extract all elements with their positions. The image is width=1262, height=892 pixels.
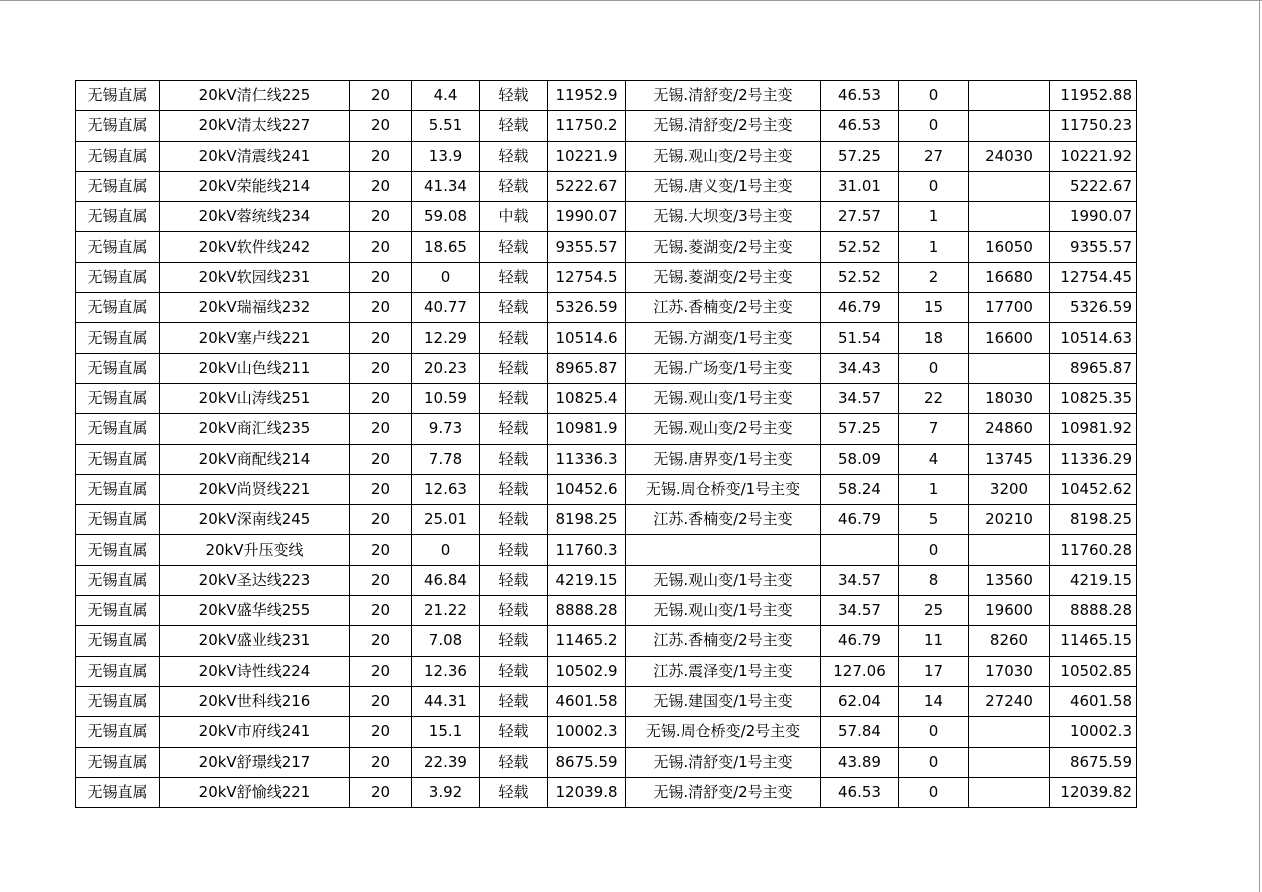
cell-load-rate: 4.4 xyxy=(412,81,480,111)
cell-load-status: 轻载 xyxy=(480,81,548,111)
cell-total-capacity: 8198.25 xyxy=(1050,505,1137,535)
table-row xyxy=(76,262,1137,292)
cell-region: 无锡直属 xyxy=(76,111,160,141)
cell-load-status: 轻载 xyxy=(480,141,548,171)
cell-transformer-load: 57.25 xyxy=(821,141,899,171)
cell-available-capacity: 10825.4 xyxy=(548,383,626,413)
cell-transformer-load: 51.54 xyxy=(821,323,899,353)
table-row xyxy=(76,323,1137,353)
cell-total-capacity: 5222.67 xyxy=(1050,171,1137,201)
cell-line-name: 20kV清太线227 xyxy=(160,111,350,141)
cell-available-capacity: 12754.5 xyxy=(548,262,626,292)
cell-reported-capacity: 13560 xyxy=(969,565,1050,595)
cell-voltage: 20 xyxy=(350,232,412,262)
cell-line-name: 20kV诗性线224 xyxy=(160,656,350,686)
cell-available-capacity: 10514.6 xyxy=(548,323,626,353)
cell-reported-capacity xyxy=(969,535,1050,565)
cell-reported-capacity: 17030 xyxy=(969,656,1050,686)
cell-reported-capacity: 13745 xyxy=(969,444,1050,474)
cell-available-capacity: 12039.8 xyxy=(548,777,626,807)
cell-voltage: 20 xyxy=(350,141,412,171)
cell-user-count: 7 xyxy=(899,414,969,444)
table-row xyxy=(76,596,1137,626)
table-row xyxy=(76,505,1137,535)
cell-user-count: 1 xyxy=(899,474,969,504)
cell-load-status: 轻载 xyxy=(480,444,548,474)
table-row xyxy=(76,293,1137,323)
cell-transformer-load: 46.79 xyxy=(821,293,899,323)
cell-voltage: 20 xyxy=(350,656,412,686)
cell-transformer-load: 52.52 xyxy=(821,262,899,292)
cell-user-count: 0 xyxy=(899,777,969,807)
cell-reported-capacity xyxy=(969,202,1050,232)
table-row xyxy=(76,474,1137,504)
cell-total-capacity: 10514.63 xyxy=(1050,323,1137,353)
cell-total-capacity: 11952.88 xyxy=(1050,81,1137,111)
table-row xyxy=(76,414,1137,444)
table-row xyxy=(76,686,1137,716)
cell-transformer: 无锡.清舒变/2号主变 xyxy=(626,111,821,141)
cell-available-capacity: 1990.07 xyxy=(548,202,626,232)
cell-available-capacity: 11336.3 xyxy=(548,444,626,474)
cell-load-rate: 13.9 xyxy=(412,141,480,171)
cell-load-rate: 46.84 xyxy=(412,565,480,595)
cell-transformer-load: 34.57 xyxy=(821,565,899,595)
cell-region: 无锡直属 xyxy=(76,474,160,504)
cell-voltage: 20 xyxy=(350,293,412,323)
cell-total-capacity: 4219.15 xyxy=(1050,565,1137,595)
cell-region: 无锡直属 xyxy=(76,656,160,686)
cell-load-status: 轻载 xyxy=(480,505,548,535)
table-row xyxy=(76,171,1137,201)
cell-total-capacity: 8675.59 xyxy=(1050,747,1137,777)
cell-available-capacity: 10502.9 xyxy=(548,656,626,686)
cell-region: 无锡直属 xyxy=(76,505,160,535)
cell-transformer: 无锡.周仓桥变/2号主变 xyxy=(626,717,821,747)
cell-voltage: 20 xyxy=(350,596,412,626)
cell-load-rate: 7.78 xyxy=(412,444,480,474)
cell-line-name: 20kV软园线231 xyxy=(160,262,350,292)
cell-line-name: 20kV盛华线255 xyxy=(160,596,350,626)
cell-total-capacity: 11465.15 xyxy=(1050,626,1137,656)
table-row xyxy=(76,202,1137,232)
cell-voltage: 20 xyxy=(350,626,412,656)
cell-voltage: 20 xyxy=(350,262,412,292)
cell-transformer-load: 34.43 xyxy=(821,353,899,383)
cell-region: 无锡直属 xyxy=(76,262,160,292)
cell-total-capacity: 4601.58 xyxy=(1050,686,1137,716)
cell-load-status: 轻载 xyxy=(480,777,548,807)
cell-line-name: 20kV商配线214 xyxy=(160,444,350,474)
cell-load-status: 轻载 xyxy=(480,596,548,626)
table-row xyxy=(76,353,1137,383)
cell-voltage: 20 xyxy=(350,202,412,232)
cell-reported-capacity: 16050 xyxy=(969,232,1050,262)
cell-line-name: 20kV软件线242 xyxy=(160,232,350,262)
cell-total-capacity: 10452.62 xyxy=(1050,474,1137,504)
cell-total-capacity: 11760.28 xyxy=(1050,535,1137,565)
cell-line-name: 20kV市府线241 xyxy=(160,717,350,747)
cell-transformer: 无锡.周仓桥变/1号主变 xyxy=(626,474,821,504)
cell-total-capacity: 1990.07 xyxy=(1050,202,1137,232)
cell-load-rate: 25.01 xyxy=(412,505,480,535)
cell-line-name: 20kV山色线211 xyxy=(160,353,350,383)
cell-available-capacity: 5326.59 xyxy=(548,293,626,323)
cell-line-name: 20kV山涛线251 xyxy=(160,383,350,413)
cell-load-status: 轻载 xyxy=(480,232,548,262)
cell-user-count: 25 xyxy=(899,596,969,626)
cell-load-rate: 59.08 xyxy=(412,202,480,232)
cell-available-capacity: 10452.6 xyxy=(548,474,626,504)
cell-available-capacity: 4601.58 xyxy=(548,686,626,716)
cell-transformer: 无锡.观山变/1号主变 xyxy=(626,565,821,595)
cell-region: 无锡直属 xyxy=(76,626,160,656)
cell-load-rate: 41.34 xyxy=(412,171,480,201)
cell-total-capacity: 8888.28 xyxy=(1050,596,1137,626)
cell-transformer-load: 46.79 xyxy=(821,505,899,535)
cell-available-capacity: 10221.9 xyxy=(548,141,626,171)
cell-voltage: 20 xyxy=(350,323,412,353)
cell-transformer-load: 57.25 xyxy=(821,414,899,444)
cell-line-name: 20kV瑞福线232 xyxy=(160,293,350,323)
cell-load-status: 轻载 xyxy=(480,656,548,686)
cell-user-count: 27 xyxy=(899,141,969,171)
cell-user-count: 22 xyxy=(899,383,969,413)
cell-transformer: 无锡.广场变/1号主变 xyxy=(626,353,821,383)
cell-available-capacity: 8965.87 xyxy=(548,353,626,383)
cell-transformer-load: 127.06 xyxy=(821,656,899,686)
cell-transformer-load: 34.57 xyxy=(821,596,899,626)
cell-user-count: 18 xyxy=(899,323,969,353)
table-row xyxy=(76,777,1137,807)
cell-total-capacity: 10825.35 xyxy=(1050,383,1137,413)
cell-transformer-load: 52.52 xyxy=(821,232,899,262)
cell-reported-capacity xyxy=(969,81,1050,111)
table-row xyxy=(76,717,1137,747)
cell-user-count: 0 xyxy=(899,353,969,383)
cell-line-name: 20kV塞卢线221 xyxy=(160,323,350,353)
cell-region: 无锡直属 xyxy=(76,293,160,323)
page-top-border xyxy=(0,0,1262,1)
page-right-border xyxy=(1259,0,1260,892)
cell-load-rate: 20.23 xyxy=(412,353,480,383)
table-row xyxy=(76,232,1137,262)
cell-load-status: 轻载 xyxy=(480,535,548,565)
cell-available-capacity: 8888.28 xyxy=(548,596,626,626)
cell-load-rate: 0 xyxy=(412,535,480,565)
cell-load-rate: 21.22 xyxy=(412,596,480,626)
cell-load-rate: 5.51 xyxy=(412,111,480,141)
cell-transformer-load: 58.24 xyxy=(821,474,899,504)
cell-transformer-load: 62.04 xyxy=(821,686,899,716)
cell-transformer-load: 46.53 xyxy=(821,81,899,111)
cell-region: 无锡直属 xyxy=(76,777,160,807)
cell-reported-capacity: 27240 xyxy=(969,686,1050,716)
cell-load-status: 轻载 xyxy=(480,717,548,747)
cell-user-count: 8 xyxy=(899,565,969,595)
cell-voltage: 20 xyxy=(350,171,412,201)
cell-transformer-load: 46.53 xyxy=(821,777,899,807)
cell-load-rate: 40.77 xyxy=(412,293,480,323)
cell-user-count: 0 xyxy=(899,747,969,777)
cell-transformer: 无锡.清舒变/2号主变 xyxy=(626,777,821,807)
cell-line-name: 20kV清仁线225 xyxy=(160,81,350,111)
table-row xyxy=(76,141,1137,171)
cell-line-name: 20kV世科线216 xyxy=(160,686,350,716)
cell-user-count: 0 xyxy=(899,171,969,201)
cell-voltage: 20 xyxy=(350,505,412,535)
cell-transformer-load: 43.89 xyxy=(821,747,899,777)
cell-line-name: 20kV深南线245 xyxy=(160,505,350,535)
cell-region: 无锡直属 xyxy=(76,596,160,626)
cell-available-capacity: 11465.2 xyxy=(548,626,626,656)
cell-total-capacity: 12039.82 xyxy=(1050,777,1137,807)
cell-load-status: 轻载 xyxy=(480,111,548,141)
cell-load-status: 轻载 xyxy=(480,353,548,383)
cell-transformer-load: 57.84 xyxy=(821,717,899,747)
table-row xyxy=(76,111,1137,141)
cell-load-rate: 7.08 xyxy=(412,626,480,656)
cell-load-rate: 22.39 xyxy=(412,747,480,777)
cell-reported-capacity xyxy=(969,353,1050,383)
cell-region: 无锡直属 xyxy=(76,686,160,716)
cell-reported-capacity xyxy=(969,777,1050,807)
cell-transformer: 无锡.观山变/1号主变 xyxy=(626,383,821,413)
cell-available-capacity: 11750.2 xyxy=(548,111,626,141)
cell-load-status: 轻载 xyxy=(480,171,548,201)
cell-region: 无锡直属 xyxy=(76,81,160,111)
cell-total-capacity: 10002.3 xyxy=(1050,717,1137,747)
cell-load-status: 轻载 xyxy=(480,293,548,323)
cell-load-rate: 9.73 xyxy=(412,414,480,444)
cell-reported-capacity: 19600 xyxy=(969,596,1050,626)
cell-region: 无锡直属 xyxy=(76,141,160,171)
cell-user-count: 0 xyxy=(899,81,969,111)
cell-transformer: 江苏.香楠变/2号主变 xyxy=(626,293,821,323)
cell-transformer: 无锡.唐义变/1号主变 xyxy=(626,171,821,201)
cell-total-capacity: 8965.87 xyxy=(1050,353,1137,383)
cell-available-capacity: 10002.3 xyxy=(548,717,626,747)
cell-user-count: 0 xyxy=(899,535,969,565)
cell-region: 无锡直属 xyxy=(76,444,160,474)
cell-line-name: 20kV尚贤线221 xyxy=(160,474,350,504)
cell-voltage: 20 xyxy=(350,565,412,595)
cell-region: 无锡直属 xyxy=(76,414,160,444)
cell-voltage: 20 xyxy=(350,444,412,474)
cell-reported-capacity: 18030 xyxy=(969,383,1050,413)
cell-load-status: 轻载 xyxy=(480,565,548,595)
cell-transformer: 无锡.观山变/2号主变 xyxy=(626,141,821,171)
cell-region: 无锡直属 xyxy=(76,747,160,777)
cell-load-status: 轻载 xyxy=(480,383,548,413)
cell-reported-capacity xyxy=(969,111,1050,141)
cell-load-status: 轻载 xyxy=(480,262,548,292)
cell-region: 无锡直属 xyxy=(76,565,160,595)
table-row xyxy=(76,383,1137,413)
cell-line-name: 20kV舒璟线217 xyxy=(160,747,350,777)
cell-available-capacity: 8675.59 xyxy=(548,747,626,777)
cell-region: 无锡直属 xyxy=(76,232,160,262)
cell-total-capacity: 5326.59 xyxy=(1050,293,1137,323)
cell-reported-capacity: 24030 xyxy=(969,141,1050,171)
cell-load-status: 轻载 xyxy=(480,747,548,777)
cell-line-name: 20kV商汇线235 xyxy=(160,414,350,444)
table-row xyxy=(76,656,1137,686)
cell-transformer: 无锡.菱湖变/2号主变 xyxy=(626,232,821,262)
cell-user-count: 5 xyxy=(899,505,969,535)
cell-load-status: 轻载 xyxy=(480,414,548,444)
cell-transformer-load: 31.01 xyxy=(821,171,899,201)
cell-transformer: 江苏.香楠变/2号主变 xyxy=(626,505,821,535)
cell-transformer xyxy=(626,535,821,565)
cell-region: 无锡直属 xyxy=(76,717,160,747)
cell-available-capacity: 11760.3 xyxy=(548,535,626,565)
cell-transformer: 江苏.震泽变/1号主变 xyxy=(626,656,821,686)
cell-transformer: 无锡.清舒变/1号主变 xyxy=(626,747,821,777)
cell-total-capacity: 12754.45 xyxy=(1050,262,1137,292)
cell-user-count: 11 xyxy=(899,626,969,656)
cell-transformer: 无锡.唐界变/1号主变 xyxy=(626,444,821,474)
table-row xyxy=(76,747,1137,777)
cell-user-count: 17 xyxy=(899,656,969,686)
cell-load-status: 中载 xyxy=(480,202,548,232)
cell-reported-capacity: 3200 xyxy=(969,474,1050,504)
cell-line-name: 20kV蓉统线234 xyxy=(160,202,350,232)
cell-region: 无锡直属 xyxy=(76,171,160,201)
cell-reported-capacity: 16680 xyxy=(969,262,1050,292)
cell-load-status: 轻载 xyxy=(480,474,548,504)
cell-reported-capacity xyxy=(969,171,1050,201)
cell-load-rate: 44.31 xyxy=(412,686,480,716)
cell-transformer: 无锡.建国变/1号主变 xyxy=(626,686,821,716)
cell-region: 无锡直属 xyxy=(76,353,160,383)
cell-load-rate: 15.1 xyxy=(412,717,480,747)
cell-load-rate: 12.63 xyxy=(412,474,480,504)
cell-voltage: 20 xyxy=(350,111,412,141)
cell-load-rate: 12.36 xyxy=(412,656,480,686)
cell-region: 无锡直属 xyxy=(76,202,160,232)
cell-line-name: 20kV升压变线 xyxy=(160,535,350,565)
cell-region: 无锡直属 xyxy=(76,535,160,565)
cell-total-capacity: 9355.57 xyxy=(1050,232,1137,262)
cell-available-capacity: 9355.57 xyxy=(548,232,626,262)
cell-load-status: 轻载 xyxy=(480,323,548,353)
cell-line-name: 20kV舒愉线221 xyxy=(160,777,350,807)
cell-load-rate: 3.92 xyxy=(412,777,480,807)
cell-load-rate: 12.29 xyxy=(412,323,480,353)
cell-reported-capacity: 16600 xyxy=(969,323,1050,353)
cell-user-count: 15 xyxy=(899,293,969,323)
cell-transformer: 江苏.香楠变/2号主变 xyxy=(626,626,821,656)
cell-transformer-load: 27.57 xyxy=(821,202,899,232)
cell-user-count: 2 xyxy=(899,262,969,292)
cell-region: 无锡直属 xyxy=(76,323,160,353)
table-body xyxy=(76,81,1137,808)
table-row xyxy=(76,565,1137,595)
cell-reported-capacity xyxy=(969,747,1050,777)
cell-transformer-load: 34.57 xyxy=(821,383,899,413)
cell-voltage: 20 xyxy=(350,717,412,747)
feeder-load-table xyxy=(75,80,1137,808)
cell-reported-capacity: 20210 xyxy=(969,505,1050,535)
cell-total-capacity: 10981.92 xyxy=(1050,414,1137,444)
cell-transformer-load xyxy=(821,535,899,565)
cell-available-capacity: 8198.25 xyxy=(548,505,626,535)
cell-reported-capacity: 24860 xyxy=(969,414,1050,444)
cell-load-status: 轻载 xyxy=(480,686,548,716)
cell-line-name: 20kV荣能线214 xyxy=(160,171,350,201)
cell-available-capacity: 10981.9 xyxy=(548,414,626,444)
cell-total-capacity: 11750.23 xyxy=(1050,111,1137,141)
cell-transformer-load: 46.79 xyxy=(821,626,899,656)
cell-total-capacity: 11336.29 xyxy=(1050,444,1137,474)
cell-user-count: 14 xyxy=(899,686,969,716)
cell-load-status: 轻载 xyxy=(480,626,548,656)
cell-user-count: 0 xyxy=(899,111,969,141)
table-row xyxy=(76,626,1137,656)
cell-voltage: 20 xyxy=(350,414,412,444)
cell-total-capacity: 10502.85 xyxy=(1050,656,1137,686)
cell-available-capacity: 5222.67 xyxy=(548,171,626,201)
cell-load-rate: 0 xyxy=(412,262,480,292)
cell-available-capacity: 4219.15 xyxy=(548,565,626,595)
cell-load-rate: 18.65 xyxy=(412,232,480,262)
cell-reported-capacity: 8260 xyxy=(969,626,1050,656)
cell-voltage: 20 xyxy=(350,747,412,777)
cell-line-name: 20kV清震线241 xyxy=(160,141,350,171)
cell-voltage: 20 xyxy=(350,383,412,413)
cell-user-count: 4 xyxy=(899,444,969,474)
cell-transformer-load: 58.09 xyxy=(821,444,899,474)
table-row xyxy=(76,535,1137,565)
cell-reported-capacity xyxy=(969,717,1050,747)
cell-user-count: 1 xyxy=(899,202,969,232)
cell-user-count: 0 xyxy=(899,717,969,747)
cell-user-count: 1 xyxy=(899,232,969,262)
cell-voltage: 20 xyxy=(350,535,412,565)
cell-line-name: 20kV盛业线231 xyxy=(160,626,350,656)
cell-transformer: 无锡.菱湖变/2号主变 xyxy=(626,262,821,292)
cell-transformer: 无锡.观山变/2号主变 xyxy=(626,414,821,444)
cell-line-name: 20kV圣达线223 xyxy=(160,565,350,595)
cell-voltage: 20 xyxy=(350,353,412,383)
cell-region: 无锡直属 xyxy=(76,383,160,413)
cell-available-capacity: 11952.9 xyxy=(548,81,626,111)
cell-transformer: 无锡.方湖变/1号主变 xyxy=(626,323,821,353)
cell-transformer: 无锡.观山变/1号主变 xyxy=(626,596,821,626)
cell-voltage: 20 xyxy=(350,777,412,807)
cell-transformer: 无锡.大坝变/3号主变 xyxy=(626,202,821,232)
cell-transformer-load: 46.53 xyxy=(821,111,899,141)
cell-voltage: 20 xyxy=(350,474,412,504)
table-row xyxy=(76,444,1137,474)
cell-transformer: 无锡.清舒变/2号主变 xyxy=(626,81,821,111)
cell-load-rate: 10.59 xyxy=(412,383,480,413)
cell-voltage: 20 xyxy=(350,81,412,111)
cell-reported-capacity: 17700 xyxy=(969,293,1050,323)
table-row xyxy=(76,81,1137,111)
cell-total-capacity: 10221.92 xyxy=(1050,141,1137,171)
cell-voltage: 20 xyxy=(350,686,412,716)
